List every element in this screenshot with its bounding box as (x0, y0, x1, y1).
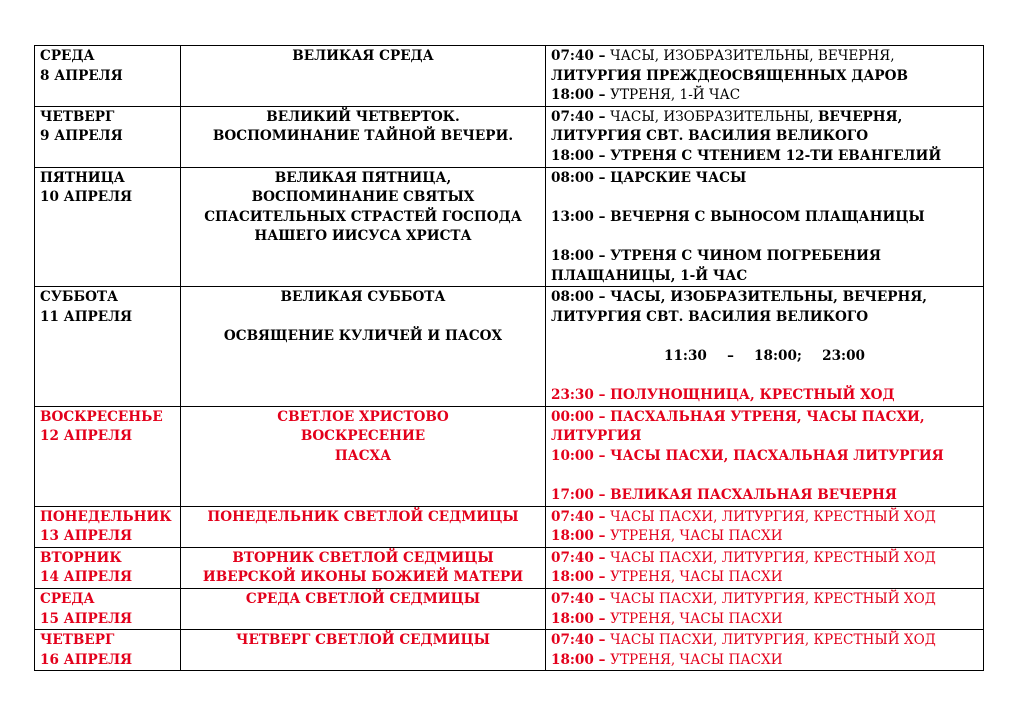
weekday: СРЕДА (40, 48, 95, 64)
table-row (35, 46, 984, 107)
feast-title: ВЕЛИКИЙ ЧЕТВЕРТОК. (266, 108, 460, 125)
feast-title-cell (181, 46, 546, 107)
service-line: 13:00 – ВЕЧЕРНЯ С ВЫНОСОМ ПЛАЩАНИЦЫ (551, 208, 925, 225)
service-line: 08:00 – ЦАРСКИЕ ЧАСЫ (551, 169, 747, 186)
service-line: 18:00 – УТРЕНЯ, ЧАСЫ ПАСХИ (551, 569, 783, 586)
services-cell (546, 406, 984, 506)
spacer (551, 188, 978, 208)
service-line: ЛИТУРГИЯ (551, 428, 642, 445)
service-line: ПЛАЩАНИЦЫ, 1-Й ЧАС (551, 267, 748, 284)
feast-title: ВОСКРЕСЕНИЕ (300, 428, 426, 445)
services-cell (546, 547, 984, 588)
table-row (35, 406, 984, 506)
date: 11 АПРЕЛЯ (40, 308, 133, 325)
feast-title: СВЕТЛОЕ ХРИСТОВО (277, 408, 449, 425)
feast-title: ПОНЕДЕЛЬНИК СВЕТЛОЙ СЕДМИЦЫ (207, 508, 519, 525)
feast-title: ИВЕРСКОЙ ИКОНЫ БОЖИЕЙ МАТЕРИ (202, 569, 524, 586)
day-cell (35, 406, 181, 506)
feast-title-cell (181, 406, 546, 506)
table-row (35, 547, 984, 588)
day-cell (35, 167, 181, 287)
feast-title: ВЕЛИКАЯ СУББОТА (280, 289, 446, 306)
weekday: ВТОРНИК (40, 549, 122, 566)
service-line: 18:00 – УТРЕНЯ С ЧИНОМ ПОГРЕБЕНИЯ (551, 247, 881, 264)
date: 10 АПРЕЛЯ (40, 189, 133, 206)
spacer (551, 227, 978, 247)
feast-title: ВОСПОМИНАНИЕ ТАЙНОЙ ВЕЧЕРИ. (212, 128, 514, 145)
service-line: 18:00 – УТРЕНЯ, 1-Й ЧАС (551, 87, 741, 104)
service-line: 18:00 – УТРЕНЯ, ЧАСЫ ПАСХИ (551, 610, 783, 627)
service-line: 07:40 – ЧАСЫ ПАСХИ, ЛИТУРГИЯ, КРЕСТНЫЙ ХОД (551, 632, 936, 649)
feast-title: ПАСХА (334, 447, 392, 464)
service-line: ЛИТУРГИЯ СВТ. ВАСИЛИЯ ВЕЛИКОГО (551, 308, 869, 325)
service-line: 18:00 – УТРЕНЯ, ЧАСЫ ПАСХИ (551, 651, 783, 668)
weekday: ЧЕТВЕРГ (40, 632, 115, 649)
feast-title: ЧЕТВЕРГ СВЕТЛОЙ СЕДМИЦЫ (236, 632, 490, 649)
feast-title: ВОСПОМИНАНИЕ СВЯТЫХ (251, 189, 475, 206)
service-line: 17:00 – ВЕЛИКАЯ ПАСХАЛЬНАЯ ВЕЧЕРНЯ (551, 487, 897, 504)
service-line: 18:00 – УТРЕНЯ С ЧТЕНИЕМ 12-ТИ ЕВАНГЕЛИЙ (551, 147, 942, 164)
feast-title-cell (181, 630, 546, 671)
services-cell (546, 589, 984, 630)
service-line: 07:40 – ЧАСЫ ПАСХИ, ЛИТУРГИЯ, КРЕСТНЫЙ ХОД (551, 549, 936, 566)
date: 16 АПРЕЛЯ (40, 651, 133, 668)
services-cell (546, 167, 984, 287)
feast-title-cell (181, 547, 546, 588)
day-cell (35, 589, 181, 630)
blessing-times: 11:30 – 18:00; 23:00 (664, 347, 865, 364)
table-row (35, 506, 984, 547)
date: 14 АПРЕЛЯ (40, 569, 133, 586)
day-cell (35, 106, 181, 167)
date: 12 АПРЕЛЯ (40, 428, 133, 445)
table-row (35, 589, 984, 630)
service-line: 07:40 – ЧАСЫ ПАСХИ, ЛИТУРГИЯ, КРЕСТНЫЙ ХОД (551, 591, 936, 608)
spacer (186, 308, 540, 328)
day-cell (35, 506, 181, 547)
day-cell (35, 630, 181, 671)
weekday: СУББОТА (40, 289, 119, 306)
service-line: 00:00 – ПАСХАЛЬНАЯ УТРЕНЯ, ЧАСЫ ПАСХИ, (551, 408, 925, 425)
date: 13 АПРЕЛЯ (40, 528, 133, 545)
feast-title: ВЕЛИКАЯ СРЕДА (292, 48, 434, 64)
feast-title-cell (181, 167, 546, 287)
feast-title-cell (181, 287, 546, 407)
service-line: 18:00 – УТРЕНЯ, ЧАСЫ ПАСХИ (551, 528, 783, 545)
service-line: 07:40 – ЧАСЫ, ИЗОБРАЗИТЕЛЬНЫ, ВЕЧЕРНЯ, (551, 108, 903, 125)
date: 8 АПРЕЛЯ (40, 67, 123, 84)
feast-title: НАШЕГО ИИСУСА ХРИСТА (254, 228, 472, 245)
day-cell (35, 547, 181, 588)
feast-title-cell (181, 106, 546, 167)
feast-title: СПАСИТЕЛЬНЫХ СТРАСТЕЙ ГОСПОДА (204, 208, 522, 225)
schedule-table (34, 45, 984, 671)
service-line: 10:00 – ЧАСЫ ПАСХИ, ПАСХАЛЬНАЯ ЛИТУРГИЯ (551, 447, 944, 464)
service-line: ЛИТУРГИЯ СВТ. ВАСИЛИЯ ВЕЛИКОГО (551, 128, 869, 145)
services-cell (546, 630, 984, 671)
table-row (35, 106, 984, 167)
weekday: ПОНЕДЕЛЬНИК (40, 508, 172, 525)
table-row (35, 287, 984, 407)
table-row (35, 167, 984, 287)
table-row (35, 630, 984, 671)
spacer (551, 327, 978, 347)
services-cell (546, 287, 984, 407)
services-cell (546, 46, 984, 107)
service-line: 07:40 – ЧАСЫ ПАСХИ, ЛИТУРГИЯ, КРЕСТНЫЙ ХОД (551, 508, 936, 525)
service-line: 23:30 – ПОЛУНОЩНИЦА, КРЕСТНЫЙ ХОД (551, 387, 895, 404)
feast-title: СРЕДА СВЕТЛОЙ СЕДМИЦЫ (245, 591, 481, 608)
day-cell (35, 46, 181, 107)
feast-title-cell (181, 506, 546, 547)
feast-title: ВТОРНИК СВЕТЛОЙ СЕДМИЦЫ (232, 549, 494, 566)
services-cell (546, 506, 984, 547)
weekday: ПЯТНИЦА (40, 169, 125, 186)
service-line: 08:00 – ЧАСЫ, ИЗОБРАЗИТЕЛЬНЫ, ВЕЧЕРНЯ, (551, 289, 928, 306)
feast-title-cell (181, 589, 546, 630)
weekday: ЧЕТВЕРГ (40, 108, 115, 125)
feast-title: ВЕЛИКАЯ ПЯТНИЦА, (274, 169, 452, 186)
feast-title: ОСВЯЩЕНИЕ КУЛИЧЕЙ И ПАСОХ (223, 328, 503, 345)
service-line: ЛИТУРГИЯ ПРЕЖДЕОСВЯЩЕННЫХ ДАРОВ (551, 67, 908, 84)
weekday: ВОСКРЕСЕНЬЕ (40, 408, 163, 425)
spacer (551, 466, 978, 486)
weekday: СРЕДА (40, 591, 95, 608)
service-line: 07:40 – ЧАСЫ, ИЗОБРАЗИТЕЛЬНЫ, ВЕЧЕРНЯ, (551, 48, 895, 64)
spacer (551, 367, 978, 387)
date: 9 АПРЕЛЯ (40, 128, 123, 145)
day-cell (35, 287, 181, 407)
date: 15 АПРЕЛЯ (40, 610, 133, 627)
services-cell (546, 106, 984, 167)
